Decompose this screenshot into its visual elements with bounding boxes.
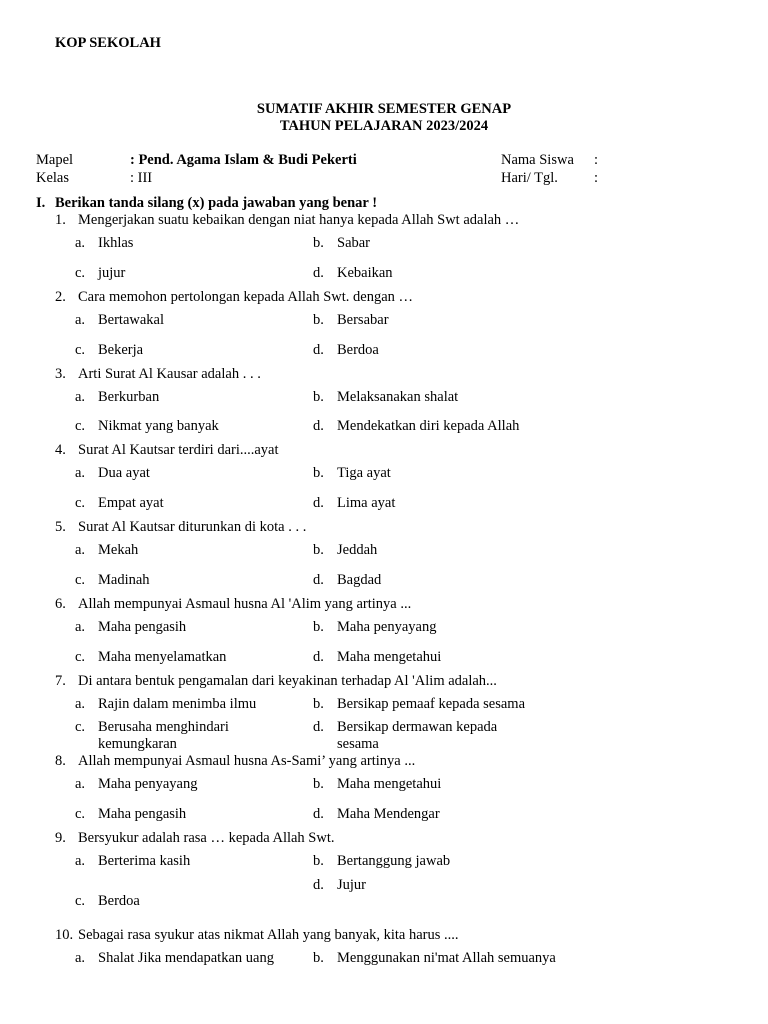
option-a: Ikhlas — [98, 235, 134, 251]
option-d: Maha Mendengar — [337, 806, 440, 822]
option-b: Bersabar — [337, 312, 389, 328]
question-text: Mengerjakan suatu kebaikan dengan niat hanya kepada Allah Swt adalah … — [78, 212, 520, 228]
option-d: Lima ayat — [337, 495, 396, 511]
option-letter-b: b. — [313, 542, 324, 558]
option-a: Maha penyayang — [98, 776, 198, 792]
option-letter-b: b. — [313, 389, 324, 405]
option-c: Madinah — [98, 572, 150, 588]
question-text: Allah mempunyai Asmaul husna Al 'Alim yang artinya ... — [78, 596, 412, 612]
question-number: 10. — [55, 927, 74, 943]
option-letter-c: c. — [75, 719, 86, 735]
option-letter-b: b. — [313, 312, 324, 328]
mapel-label: Mapel — [36, 152, 74, 168]
option-c: Empat ayat — [98, 495, 164, 511]
option-letter-a: a. — [75, 619, 86, 635]
option-letter-c: c. — [75, 418, 86, 434]
option-letter-d: d. — [313, 572, 324, 588]
hari-tgl-label: Hari/ Tgl. — [501, 170, 558, 186]
option-d: Jujur — [337, 877, 366, 893]
option-c: Berdoa — [98, 893, 140, 909]
option-c: Maha menyelamatkan — [98, 649, 227, 665]
option-letter-d: d. — [313, 806, 324, 822]
option-letter-b: b. — [313, 696, 324, 712]
question-text: Surat Al Kautsar terdiri dari....ayat — [78, 442, 279, 458]
mapel-value: : Pend. Agama Islam & Budi Pekerti — [130, 152, 357, 168]
option-a: Berkurban — [98, 389, 160, 405]
option-b: Bertanggung jawab — [337, 853, 451, 869]
option-a: Maha pengasih — [98, 619, 187, 635]
option-b: Maha mengetahui — [337, 776, 442, 792]
option-d: Kebaikan — [337, 265, 393, 281]
question-number: 9. — [55, 830, 66, 846]
kelas-label: Kelas — [36, 170, 70, 186]
option-letter-c: c. — [75, 806, 86, 822]
option-letter-a: a. — [75, 542, 86, 558]
option-letter-c: c. — [75, 572, 86, 588]
option-letter-c: c. — [75, 649, 86, 665]
option-d: Maha mengetahui — [337, 649, 442, 665]
option-letter-d: d. — [313, 495, 324, 511]
question-text: Arti Surat Al Kausar adalah . . . — [78, 366, 261, 382]
question-number: 4. — [55, 442, 66, 458]
question-number: 8. — [55, 753, 66, 769]
option-c: Berusaha menghindari kemungkaran — [98, 719, 229, 752]
option-letter-b: b. — [313, 776, 324, 792]
option-b: Jeddah — [337, 542, 378, 558]
question-text: Di antara bentuk pengamalan dari keyakinan terhadap Al 'Alim adalah... — [78, 673, 497, 689]
kelas-value: : III — [130, 170, 153, 186]
option-letter-a: a. — [75, 389, 86, 405]
option-letter-c: c. — [75, 893, 86, 909]
option-b: Menggunakan ni'mat Allah semuanya — [337, 950, 556, 966]
question-text: Allah mempunyai Asmaul husna As-Sami’ yang artinya ... — [78, 753, 416, 769]
option-letter-b: b. — [313, 465, 324, 481]
hari-tgl-colon: : — [594, 170, 599, 186]
option-letter-d: d. — [313, 877, 324, 893]
nama-siswa-label: Nama Siswa — [501, 152, 574, 168]
exam-year: TAHUN PELAJARAN 2023/2024 — [279, 118, 489, 134]
nama-siswa-colon: : — [594, 152, 599, 168]
option-d: Bagdad — [337, 572, 382, 588]
option-letter-a: a. — [75, 312, 86, 328]
option-letter-d: d. — [313, 418, 324, 434]
option-letter-d: d. — [313, 719, 324, 735]
option-b: Tiga ayat — [337, 465, 391, 481]
option-c: Nikmat yang banyak — [98, 418, 219, 434]
option-letter-a: a. — [75, 950, 86, 966]
section-instruction: Berikan tanda silang (x) pada jawaban yang benar ! — [55, 195, 378, 211]
question-number: 3. — [55, 366, 66, 382]
option-letter-b: b. — [313, 235, 324, 251]
question-text: Cara memohon pertolongan kepada Allah Swt. dengan … — [78, 289, 414, 305]
option-letter-d: d. — [313, 649, 324, 665]
option-letter-c: c. — [75, 495, 86, 511]
option-d: Bersikap dermawan kepada sesama — [337, 719, 498, 752]
exam-title: SUMATIF AKHIR SEMESTER GENAP — [256, 101, 512, 117]
option-c: Maha pengasih — [98, 806, 187, 822]
option-a: Rajin dalam menimba ilmu — [98, 696, 257, 712]
option-a: Bertawakal — [98, 312, 165, 328]
option-letter-a: a. — [75, 696, 86, 712]
option-letter-a: a. — [75, 853, 86, 869]
question-number: 2. — [55, 289, 66, 305]
option-b: Melaksanakan shalat — [337, 389, 459, 405]
option-letter-a: a. — [75, 235, 86, 251]
kop-sekolah: KOP SEKOLAH — [55, 35, 161, 51]
option-b: Maha penyayang — [337, 619, 437, 635]
question-number: 1. — [55, 212, 66, 228]
option-letter-b: b. — [313, 853, 324, 869]
question-text: Bersyukur adalah rasa … kepada Allah Swt. — [78, 830, 335, 846]
section-number: I. — [36, 195, 46, 211]
option-letter-b: b. — [313, 950, 324, 966]
option-letter-a: a. — [75, 465, 86, 481]
question-number: 7. — [55, 673, 66, 689]
option-a: Mekah — [98, 542, 139, 558]
option-a: Berterima kasih — [98, 853, 191, 869]
option-letter-c: c. — [75, 265, 86, 281]
option-letter-a: a. — [75, 776, 86, 792]
question-text: Surat Al Kautsar diturunkan di kota . . . — [78, 519, 307, 535]
option-b: Bersikap pemaaf kepada sesama — [337, 696, 526, 712]
option-a: Shalat Jika mendapatkan uang — [98, 950, 274, 966]
option-letter-d: d. — [313, 342, 324, 358]
option-b: Sabar — [337, 235, 371, 251]
option-letter-b: b. — [313, 619, 324, 635]
option-a: Dua ayat — [98, 465, 150, 481]
option-letter-c: c. — [75, 342, 86, 358]
question-text: Sebagai rasa syukur atas nikmat Allah yang banyak, kita harus .... — [78, 927, 459, 943]
option-letter-d: d. — [313, 265, 324, 281]
question-number: 6. — [55, 596, 66, 612]
option-c: Bekerja — [98, 342, 144, 358]
option-d: Mendekatkan diri kepada Allah — [337, 418, 520, 434]
question-number: 5. — [55, 519, 66, 535]
option-d: Berdoa — [337, 342, 379, 358]
option-c: jujur — [98, 265, 126, 281]
